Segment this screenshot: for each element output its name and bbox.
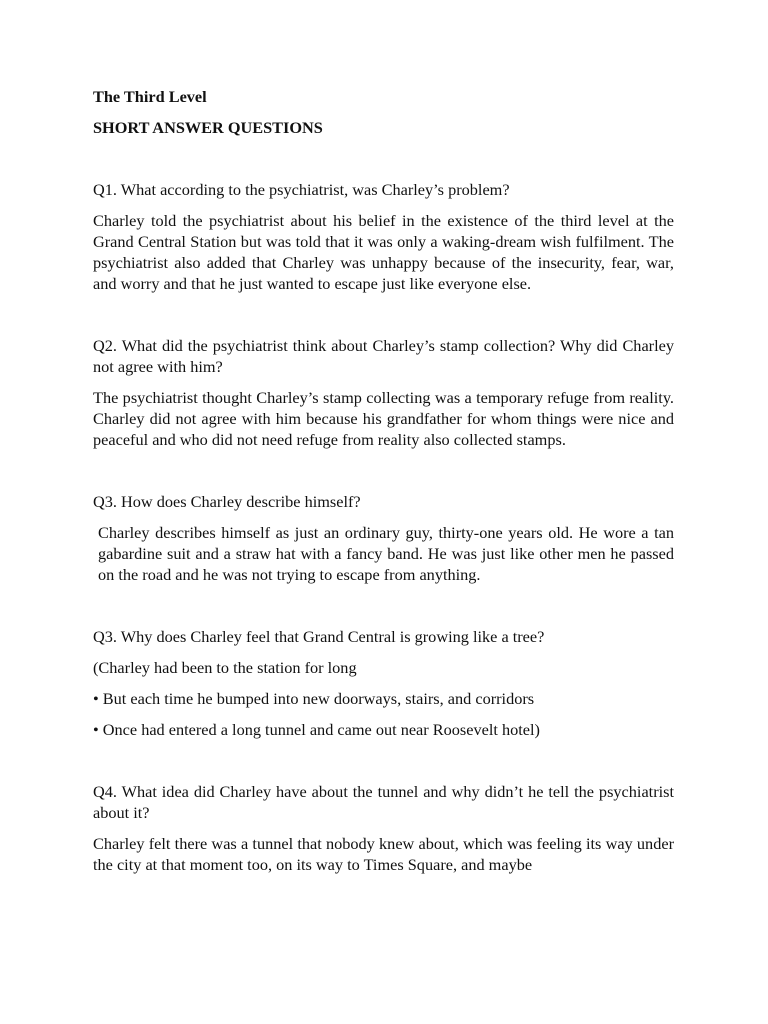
document-body: [93, 86, 674, 916]
answer-4: Charley felt there was a tunnel that nobody knew about, which was feeling its way under the city at that moment too, on its way to Times Square, and maybe: [93, 834, 674, 874]
answer-3a: Charley describes himself as just an ordinary guy, thirty-one years old. He wore a tan gabardine suit and a straw hat with a fancy band. He was just like other men he passed on the road and he was not trying to escape from anything.: [98, 523, 674, 584]
answer-2: The psychiatrist thought Charley’s stamp collecting was a temporary refuge from reality. Charley did not agree with him because his grandfather for whom things were nice and peaceful and who did not need refuge from reality also collected stamps.: [93, 388, 674, 449]
document-title: The Third Level: [93, 87, 207, 106]
section-heading: SHORT ANSWER QUESTIONS: [93, 118, 323, 137]
answer-1: Charley told the psychiatrist about his belief in the existence of the third level at the Grand Central Station but was told that it was only a waking-dream wish fulfilment. The psychiatrist also added that Charley was unhappy because of the insecurity, fear, war, and worry and that he just wanted to escape just like everyone else.: [93, 211, 674, 293]
question-3b: Q3. Why does Charley feel that Grand Central is growing like a tree?: [93, 627, 545, 646]
question-1: Q1. What according to the psychiatrist, was Charley’s problem?: [93, 180, 510, 199]
question-3a: Q3. How does Charley describe himself?: [93, 492, 361, 511]
answer-3b-line: (Charley had been to the station for long: [93, 658, 357, 677]
answer-3b-bullet: • But each time he bumped into new doorways, stairs, and corridors: [93, 689, 535, 708]
answer-3b-bullet: • Once had entered a long tunnel and came out near Roosevelt hotel): [93, 720, 540, 739]
question-4: Q4. What idea did Charley have about the tunnel and why didn’t he tell the psychiatrist about it?: [93, 782, 674, 822]
question-2: Q2. What did the psychiatrist think about Charley’s stamp collection? Why did Charley not agree with him?: [93, 336, 674, 376]
